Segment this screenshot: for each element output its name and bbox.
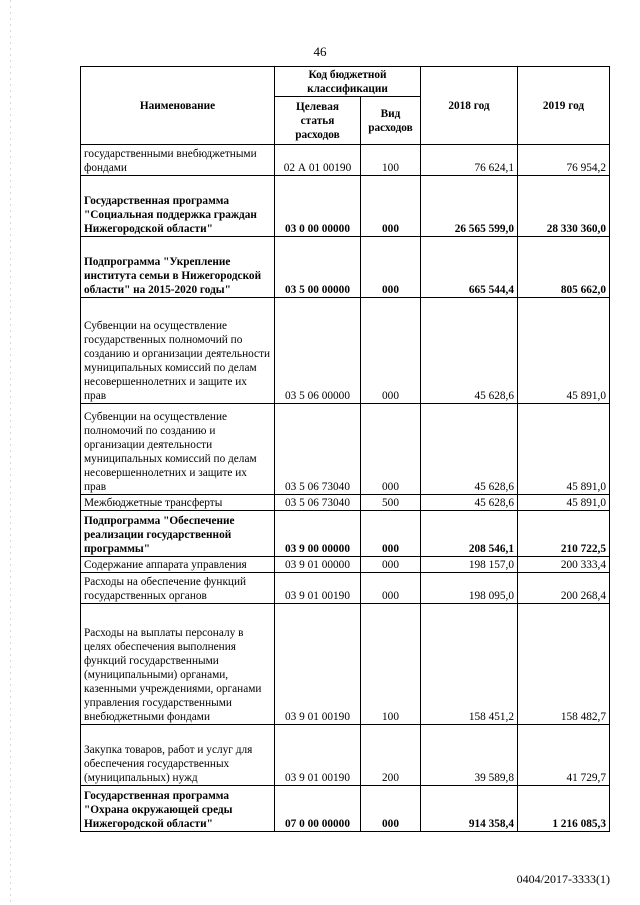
row-expense-type-cell: 000 — [361, 786, 421, 832]
row-expense-type-cell: 000 — [361, 404, 421, 495]
row-target-code-cell: 03 9 00 00000 — [275, 511, 361, 557]
row-2019-cell: 1 216 085,3 — [518, 786, 610, 832]
row-2018-cell: 26 565 599,0 — [421, 176, 518, 237]
row-name-cell: Межбюджетные трансферты — [81, 495, 275, 511]
row-name-cell: Расходы на обеспечение функций государственных органов — [81, 573, 275, 604]
table-row — [81, 604, 610, 725]
row-2018-cell: 45 628,6 — [421, 495, 518, 511]
row-expense-type-cell: 000 — [361, 298, 421, 404]
row-target-code-cell: 03 5 00 00000 — [275, 237, 361, 298]
row-target-code-cell: 03 5 06 73040 — [275, 404, 361, 495]
row-2018-cell: 208 546,1 — [421, 511, 518, 557]
header-target-article: Целевая статья расходов — [275, 97, 361, 145]
row-expense-type-cell: 100 — [361, 145, 421, 176]
row-2019-cell: 200 333,4 — [518, 557, 610, 573]
row-2018-cell: 45 628,6 — [421, 404, 518, 495]
header-year-2019: 2019 год — [518, 67, 610, 145]
row-name-cell: Государственная программа "Охрана окружающей среды Нижегородской области" — [81, 786, 275, 832]
row-target-code-cell: 03 9 01 00190 — [275, 604, 361, 725]
row-2019-cell: 45 891,0 — [518, 298, 610, 404]
row-name-cell: Подпрограмма "Обеспечение реализации государственной программы" — [81, 511, 275, 557]
table-row — [81, 786, 610, 832]
row-2018-cell: 198 095,0 — [421, 573, 518, 604]
row-2019-cell: 28 330 360,0 — [518, 176, 610, 237]
row-expense-type-cell: 000 — [361, 557, 421, 573]
header-expense-type: Вид расходов — [361, 97, 421, 145]
row-name-cell: Подпрограмма "Укрепление института семьи в Нижегородской области" на 2015-2020 годы" — [81, 237, 275, 298]
table-row — [81, 573, 610, 604]
page-number: 46 — [313, 44, 327, 59]
table-row — [81, 176, 610, 237]
row-2018-cell: 45 628,6 — [421, 298, 518, 404]
row-2018-cell: 76 624,1 — [421, 145, 518, 176]
row-expense-type-cell: 000 — [361, 176, 421, 237]
row-2019-cell: 158 482,7 — [518, 604, 610, 725]
row-target-code-cell: 03 0 00 00000 — [275, 176, 361, 237]
row-name-cell: Государственная программа "Социальная поддержка граждан Нижегородской области" — [81, 176, 275, 237]
table-row — [81, 145, 610, 176]
row-expense-type-cell: 500 — [361, 495, 421, 511]
row-target-code-cell: 03 5 06 73040 — [275, 495, 361, 511]
row-2019-cell: 45 891,0 — [518, 495, 610, 511]
row-2019-cell: 41 729,7 — [518, 725, 610, 786]
row-target-code-cell: 03 9 01 00000 — [275, 557, 361, 573]
row-name-cell: Закупка товаров, работ и услуг для обеспечения государственных (муниципальных) нужд — [81, 725, 275, 786]
row-2018-cell: 158 451,2 — [421, 604, 518, 725]
budget-table — [80, 66, 610, 832]
row-expense-type-cell: 200 — [361, 725, 421, 786]
row-target-code-cell: 03 9 01 00190 — [275, 573, 361, 604]
row-2018-cell: 665 544,4 — [421, 237, 518, 298]
table-row — [81, 404, 610, 495]
row-2019-cell: 200 268,4 — [518, 573, 610, 604]
row-expense-type-cell: 100 — [361, 604, 421, 725]
row-target-code-cell: 02 А 01 00190 — [275, 145, 361, 176]
row-2018-cell: 914 358,4 — [421, 786, 518, 832]
row-name-cell: Расходы на выплаты персоналу в целях обеспечения выполнения функций государственными (муниципальными) органами, казенными учреждениями, органами управления государственными внебюджетными фондами — [81, 604, 275, 725]
table-row — [81, 298, 610, 404]
scan-margin-line — [10, 0, 11, 905]
row-expense-type-cell: 000 — [361, 511, 421, 557]
row-target-code-cell: 07 0 00 00000 — [275, 786, 361, 832]
row-name-cell: государственными внебюджетными фондами — [81, 145, 275, 176]
table-row — [81, 557, 610, 573]
table-row — [81, 511, 610, 557]
header-code-group: Код бюджетной классификации — [275, 67, 421, 97]
row-2019-cell: 45 891,0 — [518, 404, 610, 495]
row-name-cell: Субвенции на осуществление полномочий по созданию и организации деятельности муниципальных комиссий по делам несовершеннолетних и защите их прав — [81, 404, 275, 495]
row-expense-type-cell: 000 — [361, 573, 421, 604]
header-name: Наименование — [81, 67, 275, 145]
document-id: 0404/2017-3333(1) — [516, 872, 610, 886]
table-row — [81, 495, 610, 511]
table-row — [81, 237, 610, 298]
row-2018-cell: 39 589,8 — [421, 725, 518, 786]
row-expense-type-cell: 000 — [361, 237, 421, 298]
row-2019-cell: 805 662,0 — [518, 237, 610, 298]
row-name-cell: Субвенции на осуществление государственных полномочий по созданию и организации деятельности муниципальных комиссий по делам несовершеннолетних и защите их прав — [81, 298, 275, 404]
row-target-code-cell: 03 9 01 00190 — [275, 725, 361, 786]
row-2019-cell: 210 722,5 — [518, 511, 610, 557]
row-2018-cell: 198 157,0 — [421, 557, 518, 573]
header-year-2018: 2018 год — [421, 67, 518, 145]
table-body — [81, 145, 610, 832]
table-row — [81, 725, 610, 786]
row-target-code-cell: 03 5 06 00000 — [275, 298, 361, 404]
row-2019-cell: 76 954,2 — [518, 145, 610, 176]
row-name-cell: Содержание аппарата управления — [81, 557, 275, 573]
